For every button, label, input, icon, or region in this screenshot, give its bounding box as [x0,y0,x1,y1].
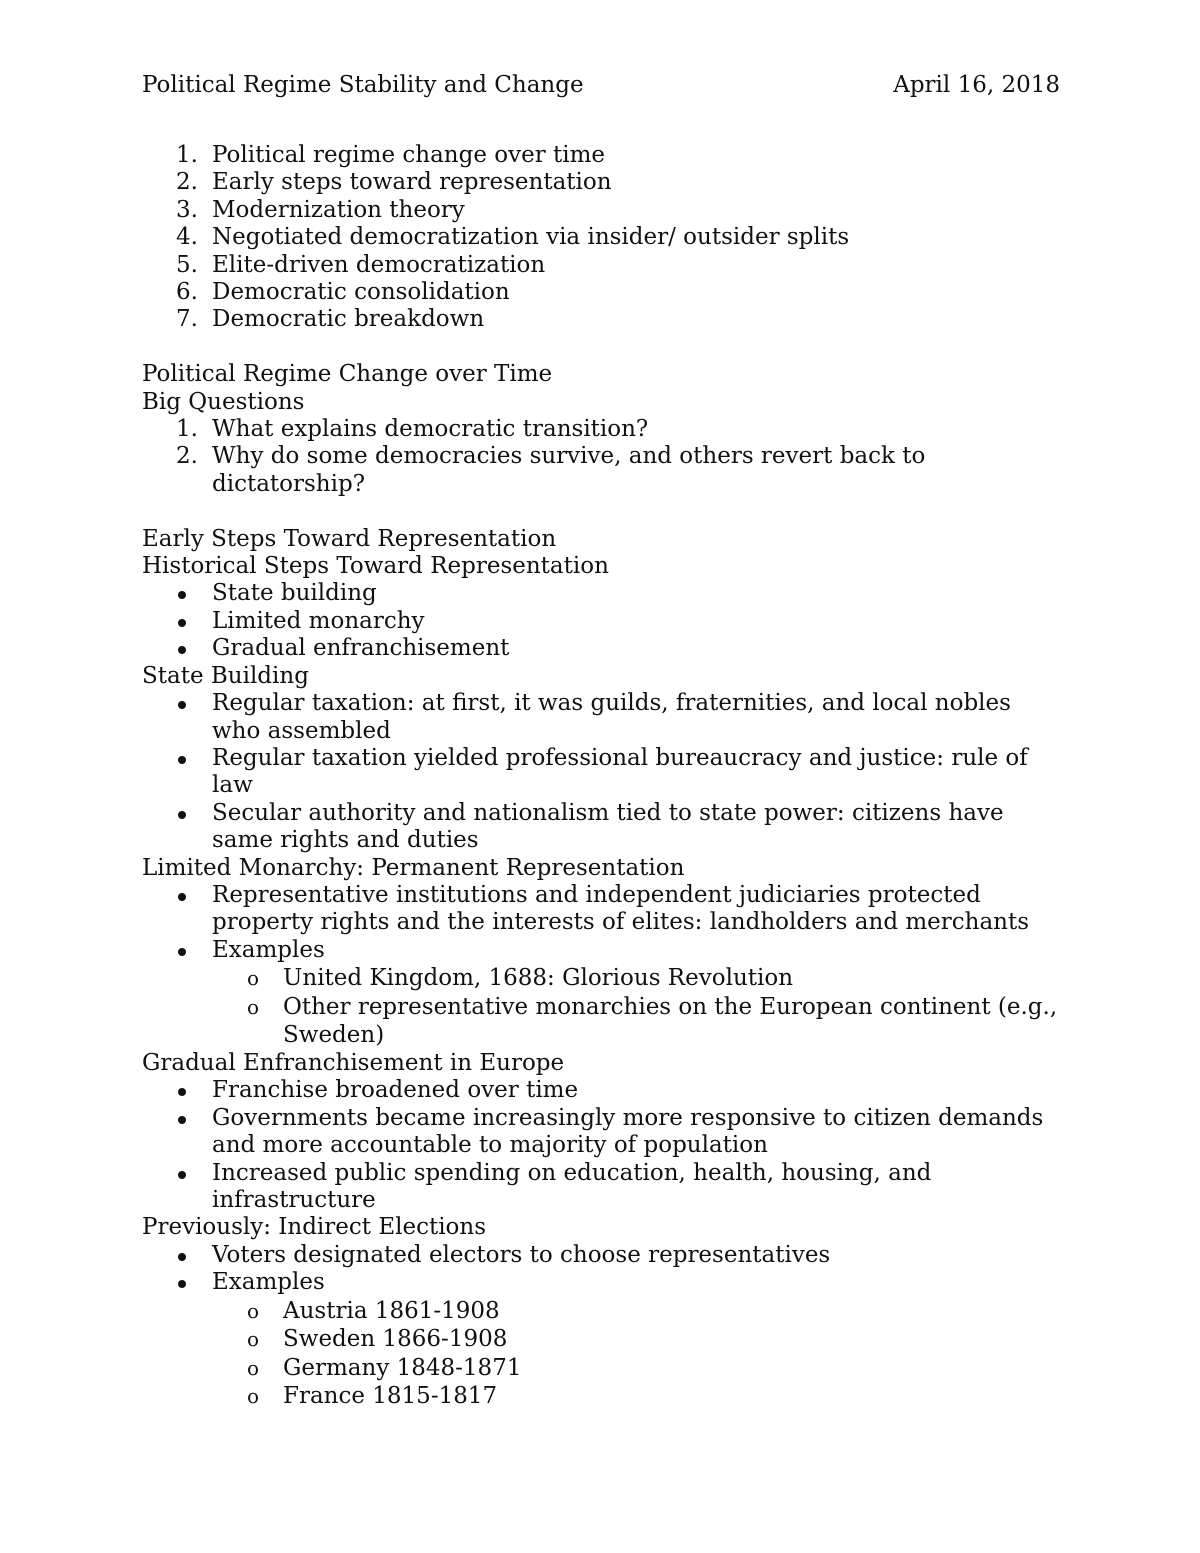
bullet-icon [178,646,186,654]
sub-bullet-item [212,1325,1060,1354]
bullet-icon [178,591,186,599]
section-heading: Political Regime Change over Time [142,361,553,388]
hollow-bullet-icon: o [247,1298,260,1323]
subsection-heading: Limited Monarchy: Permanent Representation [142,854,685,881]
bullet-item [142,635,1060,662]
bullet-item [142,690,1060,745]
bullet-icon [178,701,186,709]
item-text: Examples [212,936,325,963]
item-text: What explains democratic transition? [212,416,649,443]
subsection-heading: Historical Steps Toward Representation [142,553,609,580]
outline-item [142,197,1060,224]
subsection-heading: State Building [142,662,309,689]
item-text: Regular taxation: at first, it was guilds, fraternities, and local nobles who assembled [212,690,1011,744]
document-title: Political Regime Stability and Change [142,72,584,98]
bullet-icon [178,756,186,764]
outline-item [142,169,1060,196]
hollow-bullet-icon: o [247,1327,260,1352]
item-text: Germany 1848-1871 [283,1354,522,1381]
item-text: France 1815-1817 [283,1383,498,1410]
item-number: 4. [176,224,198,251]
item-number: 7. [176,306,198,333]
outline-item [142,306,1060,333]
hollow-bullet-icon: o [247,1384,260,1409]
section-early-steps [142,526,1060,1411]
item-text: Elite-driven democratization [212,251,546,278]
bullet-icon [178,619,186,627]
item-text: Why do some democracies survive, and others revert back to dictatorship? [212,443,926,497]
document-page [142,71,1060,1411]
bullet-item [142,882,1060,937]
item-number: 2. [176,443,198,470]
item-text: Governments became increasingly more responsive to citizen demands and more accountable to majority of population [212,1104,1044,1159]
bullet-icon [178,1171,186,1179]
item-number: 1. [176,142,198,168]
subsection-heading: Previously: Indirect Elections [142,1214,487,1241]
outline-item [142,224,1060,251]
item-number: 1. [176,416,198,443]
bullet-icon [178,1280,186,1288]
bullet-item [142,1269,1060,1411]
item-text: Increased public spending on education, health, housing, and infrastructure [212,1159,932,1213]
sub-bullet-item [212,1297,1060,1326]
item-number: 6. [176,279,198,306]
item-text: Voters designated electors to choose representatives [212,1241,831,1268]
item-number: 2. [176,169,198,196]
item-text: United Kingdom, 1688: Glorious Revolution [283,965,794,992]
item-text: Early steps toward representation [212,169,612,196]
item-text: Democratic breakdown [212,306,485,333]
bullet-item [142,1077,1060,1104]
item-number: 3. [176,196,198,223]
hollow-bullet-icon: o [247,966,260,991]
item-text: Regular taxation yielded professional bureaucracy and justice: rule of law [212,744,1028,799]
bullet-item [142,1160,1060,1215]
item-text: Political regime change over time [212,142,606,168]
sub-bullet-item [212,1382,1060,1411]
item-text: Austria 1861-1908 [283,1297,500,1324]
item-text: Negotiated democratization via insider/ outsider splits [212,224,850,251]
document-header [142,71,1060,99]
item-text: Limited monarchy [212,607,425,634]
outline-item [142,142,1060,169]
sub-bullet-item [212,964,1060,993]
outline-item [142,279,1060,306]
subsection-heading: Gradual Enfranchisement in Europe [142,1049,565,1076]
subsection-heading: Big Questions [142,388,305,415]
bullet-item [142,745,1060,800]
question-item [142,416,1060,443]
item-text: Democratic consolidation [212,279,510,306]
bullet-item [142,800,1060,855]
bullet-icon [178,1088,186,1096]
bullet-item [142,937,1060,1050]
item-text: Other representative monarchies on the European continent (e.g., Sweden) [283,993,1058,1049]
bullet-item [142,580,1060,607]
document-date: April 16, 2018 [893,72,1060,98]
bullet-item [142,1105,1060,1160]
sub-bullet-item [212,993,1060,1050]
section-regime-change [142,361,1060,498]
hollow-bullet-icon: o [247,994,260,1019]
bullet-icon [178,893,186,901]
bullet-item [142,1242,1060,1269]
item-text: Gradual enfranchisement [212,635,510,662]
hollow-bullet-icon: o [247,1355,260,1380]
item-text: Secular authority and nationalism tied to state power: citizens have same rights and duties [212,799,1004,854]
outline [142,142,1060,334]
item-text: Modernization theory [212,196,465,223]
bullet-icon [178,1253,186,1261]
item-text: Representative institutions and independent judiciaries protected property rights and the interests of elites: landholders and merchants [212,881,1030,936]
bullet-icon [178,811,186,819]
item-text: State building [212,580,377,607]
bullet-icon [178,1116,186,1124]
question-item [142,443,1060,498]
outline-item [142,252,1060,279]
section-heading: Early Steps Toward Representation [142,525,557,552]
sub-bullet-item [212,1354,1060,1383]
bullet-item [142,608,1060,635]
bullet-icon [178,948,186,956]
item-text: Franchise broadened over time [212,1077,579,1104]
item-number: 5. [176,251,198,278]
item-text: Examples [212,1269,325,1296]
item-text: Sweden 1866-1908 [283,1326,508,1353]
